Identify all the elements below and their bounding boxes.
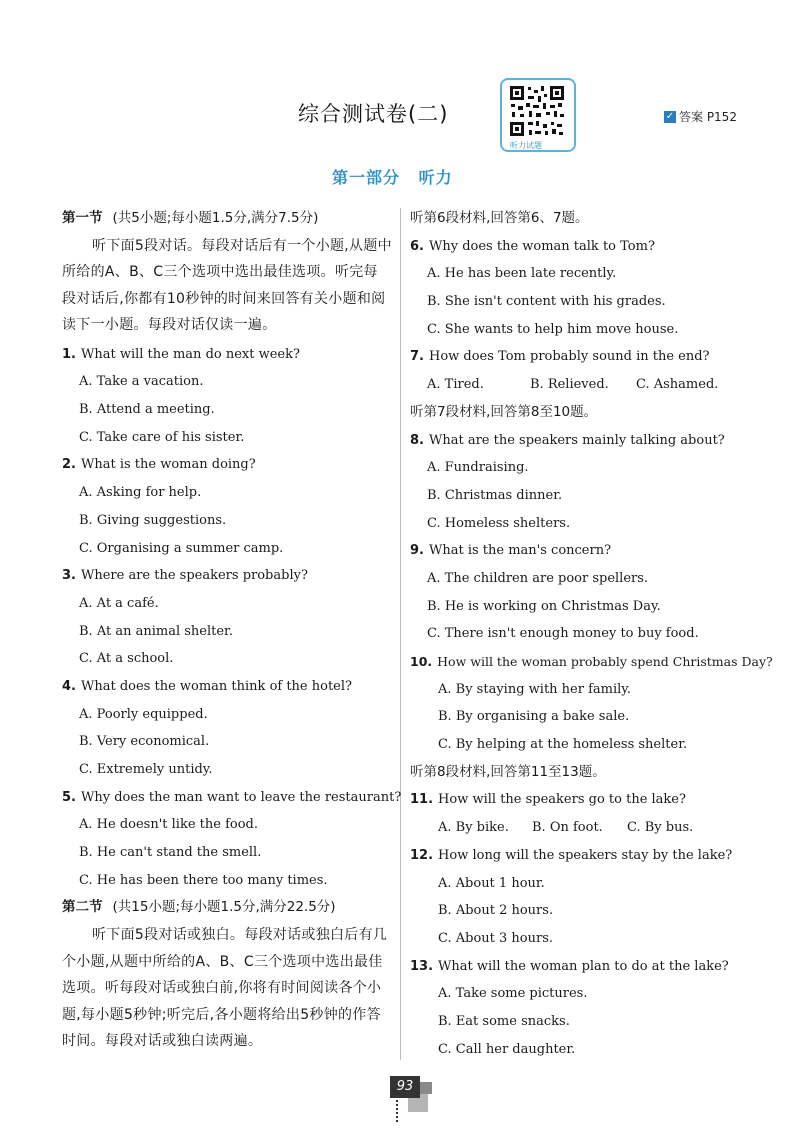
section-1-label: 第一节 xyxy=(62,210,103,226)
question-10 xyxy=(410,648,773,759)
left-column xyxy=(62,205,402,1055)
question-text: What will the man do next week? xyxy=(80,346,300,362)
option-c: C. He has been there too many times. xyxy=(79,872,328,888)
check-icon: ✓ xyxy=(665,110,675,122)
option-a: A. The children are poor spellers. xyxy=(427,570,649,586)
section-1-instructions: 听下面5段对话。每段对话后有一个小题,从题中所给的A、B、C三个选项中选出最佳选项。听完每段对话后,你都有10秒钟的时间来回答有关小题和阅读下一小题。每段对话仅读一遍。 xyxy=(62,237,392,334)
part-title: 第一部分 听力 xyxy=(332,168,453,187)
question-5 xyxy=(62,784,402,895)
qr-caption: 听力试题 xyxy=(510,141,542,150)
question-number: 9. xyxy=(410,543,424,559)
option-a: A. By staying with her family. xyxy=(438,681,632,697)
question-text: Why does the woman talk to Tom? xyxy=(428,238,655,254)
option-b: B. Very economical. xyxy=(79,734,210,750)
option-c: C. Homeless shelters. xyxy=(427,515,571,531)
option-c: C. Organising a summer camp. xyxy=(79,540,284,556)
section-1-heading xyxy=(62,205,392,233)
right-column xyxy=(410,205,773,1063)
question-4 xyxy=(62,673,392,784)
question-number: 10. xyxy=(410,654,433,669)
question-number: 11. xyxy=(410,792,434,808)
option-b: B. Christmas dinner. xyxy=(427,487,563,503)
page-number-dots xyxy=(396,1100,400,1122)
question-text: What are the speakers mainly talking about? xyxy=(428,432,725,448)
option-b: B. Eat some snacks. xyxy=(438,1013,570,1029)
options-row xyxy=(410,371,750,399)
question-number: 13. xyxy=(410,958,434,974)
material-8-heading: 听第8段材料,回答第11至13题。 xyxy=(410,763,606,780)
question-text: How will the speakers go to the lake? xyxy=(438,792,686,808)
question-11 xyxy=(410,786,750,841)
material-6-heading: 听第6段材料,回答第6、7题。 xyxy=(410,210,589,226)
option-c: C. Extremely untidy. xyxy=(79,762,213,777)
option-a: A. About 1 hour. xyxy=(438,875,545,891)
option-b: B. She isn't content with his grades. xyxy=(427,294,666,310)
column-divider xyxy=(400,208,401,1060)
question-number: 3. xyxy=(62,568,76,584)
question-3 xyxy=(62,562,392,673)
option-c: C. About 3 hours. xyxy=(438,930,554,946)
question-13 xyxy=(410,953,750,1064)
question-number: 6. xyxy=(410,238,424,254)
option-c: C. She wants to help him move house. xyxy=(427,321,679,337)
option-a: A. He has been late recently. xyxy=(427,266,617,282)
question-text: What will the woman plan to do at the lake? xyxy=(438,958,729,974)
question-text: How will the woman probably spend Christmas Day? xyxy=(437,654,773,669)
section-1-info: (共5小题;每小题1.5分,满分7.5分) xyxy=(112,210,319,226)
option-a: A. Asking for help. xyxy=(79,485,202,501)
option-b: B. Giving suggestions. xyxy=(79,512,227,528)
question-1 xyxy=(62,341,392,452)
option-b: B. Attend a meeting. xyxy=(79,402,215,418)
qr-code-icon xyxy=(508,84,566,138)
question-text: How does Tom probably sound in the end? xyxy=(428,349,710,365)
page-title: 综合测试卷(二) xyxy=(298,102,449,126)
question-number: 7. xyxy=(410,349,424,365)
option-b: B. He can't stand the smell. xyxy=(79,845,262,861)
option-c: C. Call her daughter. xyxy=(438,1041,576,1057)
question-text: What does the woman think of the hotel? xyxy=(80,678,353,694)
option-b: B. On foot. xyxy=(532,820,603,836)
option-c: C. Take care of his sister. xyxy=(79,429,245,445)
section-2-instructions: 听下面5段对话或独白。每段对话或独白后有几个小题,从题中所给的A、B、C三个选项中选出最佳选项。听每段对话或独白前,你将有时间阅读各个小题,每小题5秒钟;听完后,各小题将给出5秒钟的作答时间。每段对话或独白读两遍。 xyxy=(62,927,388,1050)
material-7-heading: 听第7段材料,回答第8至10题。 xyxy=(410,403,598,420)
section-2-label: 第二节 xyxy=(62,899,103,916)
question-text: What is the man's concern? xyxy=(428,543,612,559)
option-a: A. Tired. xyxy=(427,377,484,393)
option-c: C. There isn't enough money to buy food. xyxy=(427,626,699,642)
option-b: B. At an animal shelter. xyxy=(79,623,233,639)
option-a: A. Poorly equipped. xyxy=(79,706,208,722)
option-b: B. Relieved. xyxy=(530,377,609,393)
option-c: C. By bus. xyxy=(627,820,694,836)
option-b: B. About 2 hours. xyxy=(438,903,554,919)
question-6 xyxy=(410,233,750,344)
option-c: C. By helping at the homeless shelter. xyxy=(438,737,688,753)
answer-reference xyxy=(664,108,737,125)
question-text: Where are the speakers probably? xyxy=(80,568,308,584)
question-number: 4. xyxy=(62,678,76,694)
option-a: A. Take a vacation. xyxy=(79,374,204,390)
question-number: 1. xyxy=(62,346,76,362)
option-a: A. He doesn't like the food. xyxy=(79,817,258,833)
option-b: B. By organising a bake sale. xyxy=(438,709,630,725)
option-c: C. At a school. xyxy=(79,651,174,667)
page-number: 93 xyxy=(390,1076,420,1098)
question-9 xyxy=(410,537,750,648)
option-a: A. Fundraising. xyxy=(427,460,529,476)
answer-reference-label: 答案 P152 xyxy=(679,110,737,124)
question-12 xyxy=(410,842,750,953)
section-2-info: (共15小题;每小题1.5分,满分22.5分) xyxy=(112,899,336,916)
question-number: 2. xyxy=(62,457,76,473)
option-b: B. He is working on Christmas Day. xyxy=(427,598,661,614)
question-7 xyxy=(410,343,750,398)
options-row xyxy=(410,814,750,842)
question-text: What is the woman doing? xyxy=(80,457,256,473)
question-number: 8. xyxy=(410,432,424,448)
question-2 xyxy=(62,451,392,562)
question-text: Why does the man want to leave the restaurant? xyxy=(80,789,402,805)
section-2-heading xyxy=(62,894,392,922)
option-a: A. Take some pictures. xyxy=(438,986,588,1002)
question-text: How long will the speakers stay by the lake? xyxy=(438,847,733,863)
option-a: A. At a café. xyxy=(79,595,159,611)
question-number: 5. xyxy=(62,789,76,805)
question-8 xyxy=(410,427,750,538)
option-a: A. By bike. xyxy=(438,820,509,836)
question-number: 12. xyxy=(410,847,434,863)
option-c: C. Ashamed. xyxy=(636,377,719,393)
